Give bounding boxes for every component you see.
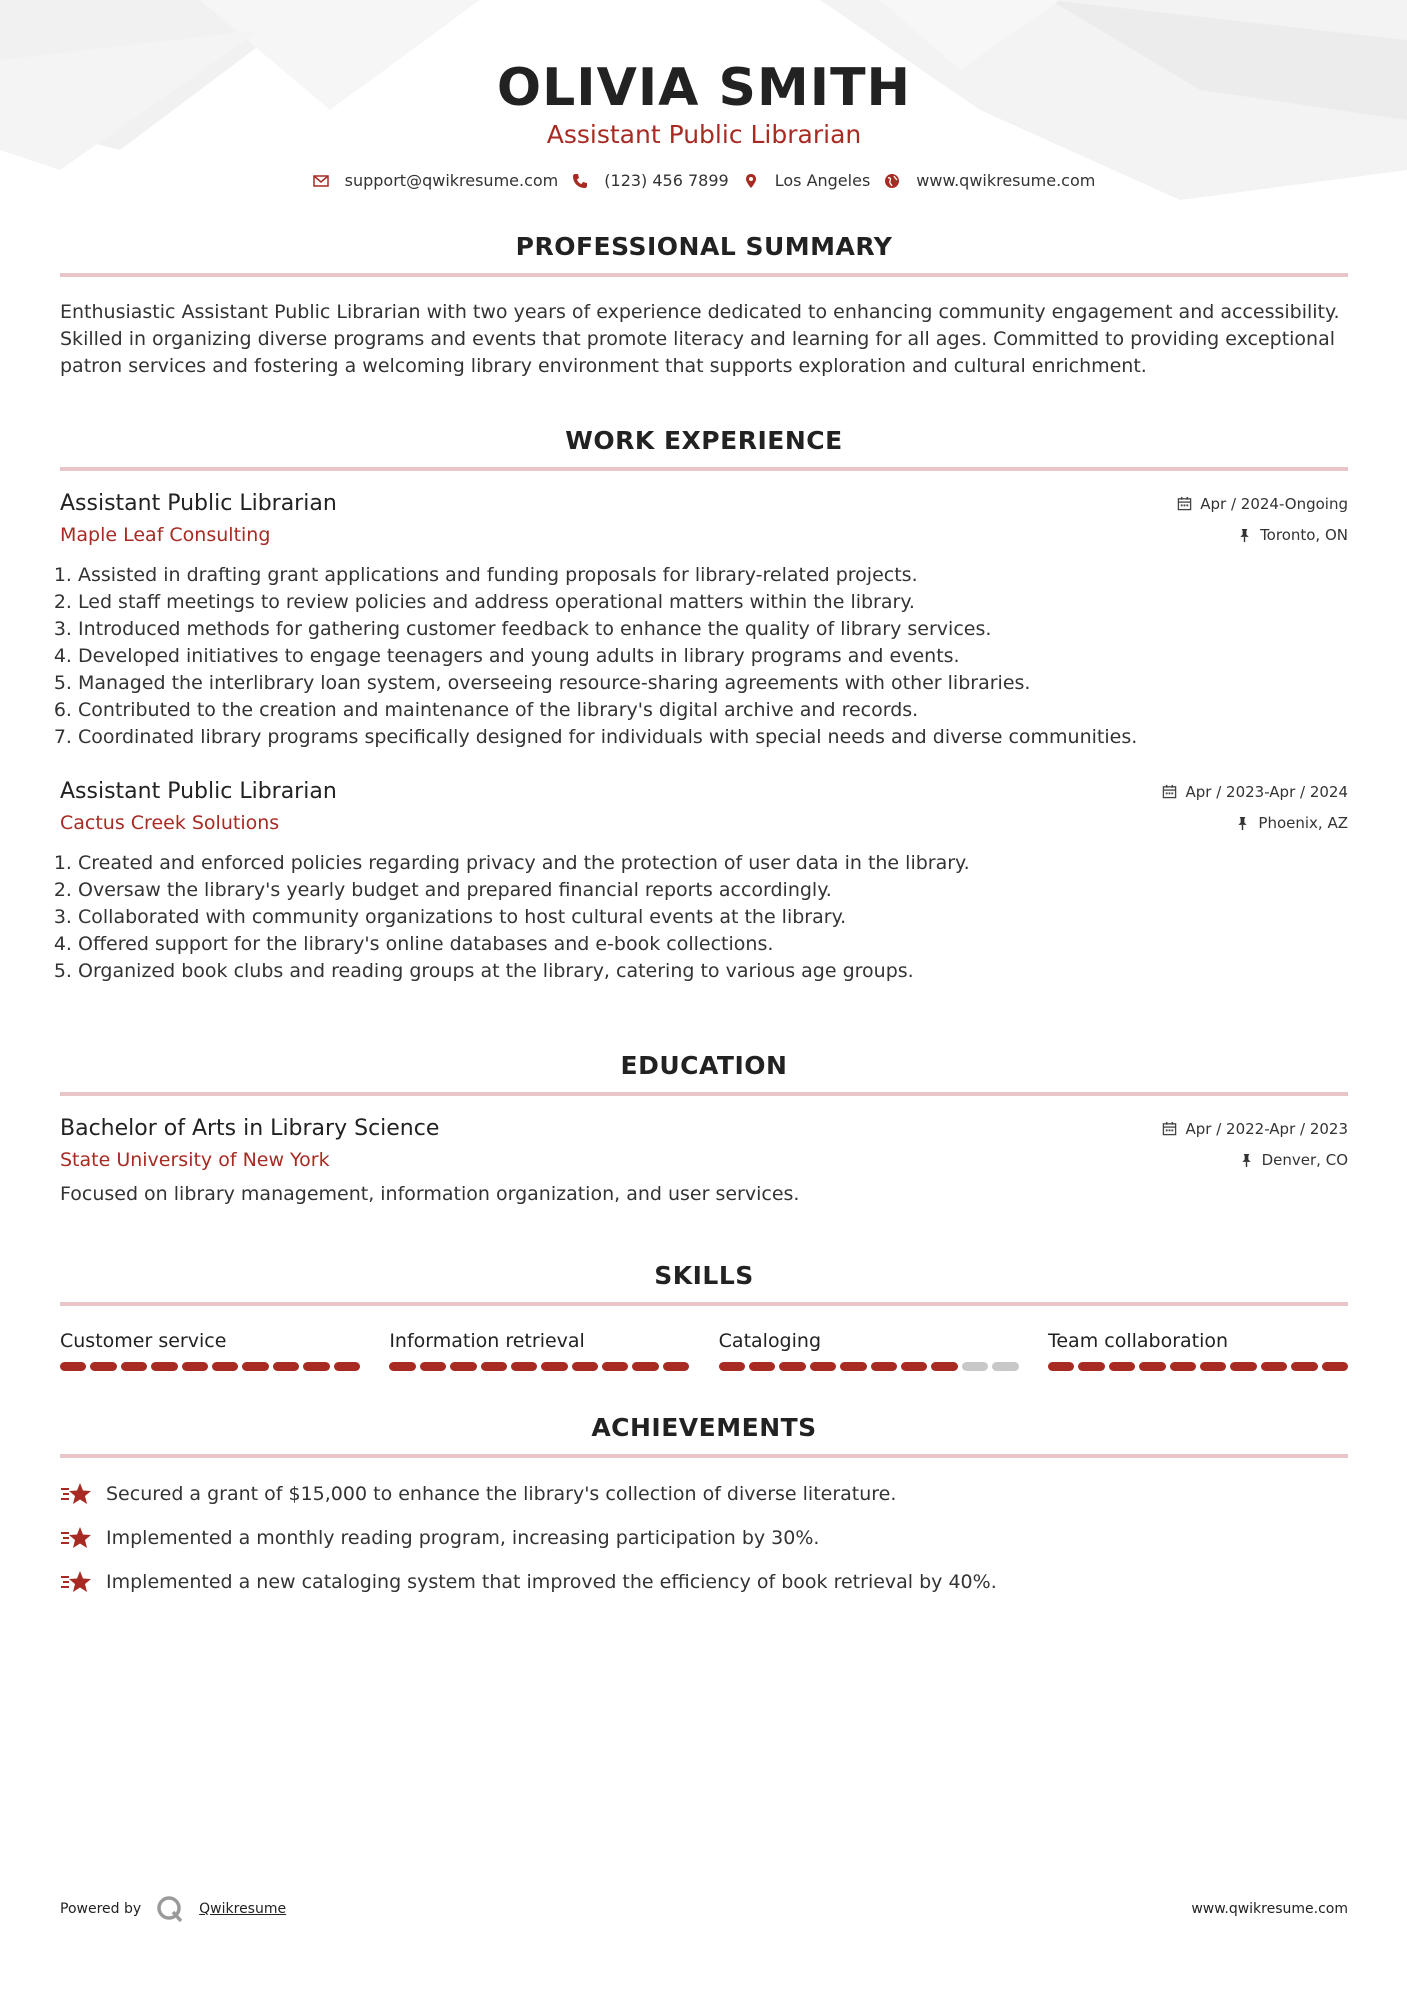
powered-by-label: Powered by: [60, 1901, 142, 1917]
summary-text: Enthusiastic Assistant Public Librarian with two years of experience dedicated to enhancing community engagement and accessibility. Skilled in organizing diverse programs and events that promote literacy and learning for all ages. Committed to providing exceptional patron services and fostering a welcoming library environment that supports exploration and cultural enrichment.: [60, 301, 1340, 377]
list-item: 5. Managed the interlibrary loan system, overseeing resource-sharing agreements with other libraries.: [78, 670, 1348, 697]
phone-text: (123) 456 7899: [604, 171, 729, 190]
phone-icon: [572, 173, 588, 189]
skill-rating: [719, 1362, 1019, 1371]
qwikresume-logo-icon: [155, 1894, 185, 1924]
job-location: [1235, 814, 1348, 832]
location-text: Los Angeles: [774, 171, 871, 190]
skill-segment-filled: [151, 1362, 177, 1371]
skill-segment-filled: [420, 1362, 446, 1371]
achievement-text: Secured a grant of $15,000 to enhance the library's collection of diverse literature.: [106, 1483, 897, 1505]
job-dates-text: Apr / 2024-Ongoing: [1200, 494, 1348, 513]
education-location: [1239, 1151, 1348, 1169]
skill-rating: [60, 1362, 360, 1371]
skill-segment-filled: [121, 1362, 147, 1371]
calendar-icon: [1177, 496, 1192, 511]
skill-segment-filled: [719, 1362, 745, 1371]
job-bullets: [60, 850, 1348, 985]
section-divider: [60, 1454, 1348, 1458]
contact-phone[interactable]: [572, 171, 728, 190]
skill-segment-filled: [1109, 1362, 1135, 1371]
education-dates-text: Apr / 2022-Apr / 2023: [1185, 1119, 1348, 1138]
list-item: 2. Oversaw the library's yearly budget and prepared financial reports accordingly.: [78, 877, 1348, 904]
education-description: Focused on library management, information organization, and user services.: [60, 1183, 800, 1205]
job-dates-text: Apr / 2023-Apr / 2024: [1185, 782, 1348, 801]
resume-header: [60, 0, 1348, 190]
contact-email[interactable]: [313, 171, 559, 190]
section-divider: [60, 1092, 1348, 1096]
skill-name: Customer service: [60, 1330, 227, 1352]
achievement-item: [60, 1560, 1348, 1604]
section-divider: [60, 273, 1348, 277]
skill-name: Information retrieval: [389, 1330, 585, 1352]
skill-segment-filled: [242, 1362, 268, 1371]
skill-segment-filled: [334, 1362, 360, 1371]
summary-section: [60, 232, 1348, 380]
achievements-section: [60, 1413, 1348, 1604]
job-bullets: [60, 562, 1348, 751]
globe-icon: [884, 173, 900, 189]
skill-rating: [1048, 1362, 1348, 1371]
section-divider: [60, 467, 1348, 471]
skills-section: [60, 1261, 1348, 1371]
skills-list: [60, 1330, 1348, 1371]
skill-segment-filled: [389, 1362, 415, 1371]
list-item: 3. Introduced methods for gathering customer feedback to enhance the quality of library services.: [78, 616, 1348, 643]
contact-website[interactable]: [884, 171, 1095, 190]
job-dates: [1177, 495, 1348, 513]
section-divider: [60, 1302, 1348, 1306]
list-item: 4. Offered support for the library's online databases and e-book collections.: [78, 931, 1348, 958]
education-section: [60, 1051, 1348, 1205]
job-location: [1237, 526, 1348, 544]
education-entry: [60, 1116, 1348, 1205]
skill-segment-filled: [1048, 1362, 1074, 1371]
job-title: Assistant Public Librarian: [60, 779, 337, 804]
job-dates: [1162, 783, 1348, 801]
job-entry: [60, 779, 1348, 985]
skill-item: [60, 1330, 360, 1371]
skill-rating: [389, 1362, 689, 1371]
experience-section: [60, 426, 1348, 985]
skill-item: [1048, 1330, 1348, 1371]
email-text: support@qwikresume.com: [344, 171, 559, 190]
contact-bar: [60, 171, 1348, 190]
pushpin-icon: [1235, 816, 1250, 831]
list-item: 1. Created and enforced policies regarding privacy and the protection of user data in the library.: [78, 850, 1348, 877]
skill-segment-filled: [572, 1362, 598, 1371]
job-entry: [60, 491, 1348, 751]
calendar-icon: [1162, 784, 1177, 799]
education-location-text: Denver, CO: [1261, 1151, 1348, 1169]
list-item: 5. Organized book clubs and reading groups at the library, catering to various age groups.: [78, 958, 1348, 985]
skill-name: Cataloging: [718, 1330, 822, 1352]
school-name: State University of New York: [60, 1149, 330, 1171]
achievement-text: Implemented a monthly reading program, increasing participation by 30%.: [106, 1527, 820, 1549]
list-item: 3. Collaborated with community organizations to host cultural events at the library.: [78, 904, 1348, 931]
skill-segment-filled: [1170, 1362, 1196, 1371]
skill-segment-filled: [1078, 1362, 1104, 1371]
shooting-star-icon: [60, 1480, 92, 1508]
summary-heading: PROFESSIONAL SUMMARY: [515, 232, 893, 261]
skill-segment-empty: [962, 1362, 988, 1371]
experience-heading: WORK EXPERIENCE: [565, 426, 843, 455]
skills-heading: SKILLS: [654, 1261, 754, 1290]
skill-segment-filled: [749, 1362, 775, 1371]
shooting-star-icon: [60, 1524, 92, 1552]
skill-segment-filled: [663, 1362, 689, 1371]
list-item: 2. Led staff meetings to review policies and address operational matters within the library.: [78, 589, 1348, 616]
pushpin-icon: [1239, 1153, 1254, 1168]
skill-segment-empty: [992, 1362, 1018, 1371]
skill-segment-filled: [1230, 1362, 1256, 1371]
contact-location: [743, 171, 871, 190]
job-company: Maple Leaf Consulting: [60, 524, 271, 546]
achievements-heading: ACHIEVEMENTS: [591, 1413, 817, 1442]
job-location-text: Phoenix, AZ: [1258, 814, 1348, 832]
list-item: 7. Coordinated library programs specifically designed for individuals with special needs and diverse communities.: [78, 724, 1348, 751]
candidate-name: OLIVIA SMITH: [496, 58, 912, 118]
job-company: Cactus Creek Solutions: [60, 812, 280, 834]
skill-segment-filled: [511, 1362, 537, 1371]
list-item: 6. Contributed to the creation and maintenance of the library's digital archive and records.: [78, 697, 1348, 724]
skill-segment-filled: [182, 1362, 208, 1371]
website-text: www.qwikresume.com: [916, 171, 1096, 190]
skill-segment-filled: [901, 1362, 927, 1371]
shooting-star-icon: [60, 1568, 92, 1596]
skill-segment-filled: [60, 1362, 86, 1371]
skill-segment-filled: [840, 1362, 866, 1371]
skill-segment-filled: [303, 1362, 329, 1371]
skill-segment-filled: [1139, 1362, 1165, 1371]
skill-segment-filled: [541, 1362, 567, 1371]
powered-by: [60, 1894, 286, 1924]
page-footer: [60, 1894, 1348, 1924]
candidate-title: Assistant Public Librarian: [546, 120, 862, 149]
skill-segment-filled: [1200, 1362, 1226, 1371]
skill-segment-filled: [871, 1362, 897, 1371]
pushpin-icon: [1237, 528, 1252, 543]
degree-title: Bachelor of Arts in Library Science: [60, 1116, 440, 1141]
skill-segment-filled: [1322, 1362, 1348, 1371]
skill-segment-filled: [450, 1362, 476, 1371]
achievements-list: [60, 1472, 1348, 1604]
skill-segment-filled: [931, 1362, 957, 1371]
skill-segment-filled: [602, 1362, 628, 1371]
map-pin-icon: [743, 173, 759, 189]
skill-segment-filled: [1291, 1362, 1317, 1371]
skill-name: Team collaboration: [1047, 1330, 1229, 1352]
footer-website[interactable]: www.qwikresume.com: [1191, 1901, 1348, 1917]
skill-item: [389, 1330, 689, 1371]
skill-segment-filled: [212, 1362, 238, 1371]
achievement-item: [60, 1472, 1348, 1516]
skill-segment-filled: [481, 1362, 507, 1371]
achievement-item: [60, 1516, 1348, 1560]
skill-item: [719, 1330, 1019, 1371]
envelope-icon: [313, 173, 329, 189]
skill-segment-filled: [273, 1362, 299, 1371]
list-item: 4. Developed initiatives to engage teenagers and young adults in library programs and events.: [78, 643, 1348, 670]
education-heading: EDUCATION: [620, 1051, 788, 1080]
resume-page: [60, 0, 1348, 1604]
job-title: Assistant Public Librarian: [60, 491, 337, 516]
qwikresume-link[interactable]: Qwikresume: [199, 1901, 287, 1917]
skill-segment-filled: [779, 1362, 805, 1371]
job-location-text: Toronto, ON: [1260, 526, 1348, 544]
skill-segment-filled: [632, 1362, 658, 1371]
skill-segment-filled: [90, 1362, 116, 1371]
list-item: 1. Assisted in drafting grant applications and funding proposals for library-related projects.: [78, 562, 1348, 589]
calendar-icon: [1162, 1121, 1177, 1136]
education-dates: [1162, 1120, 1348, 1138]
skill-segment-filled: [1261, 1362, 1287, 1371]
skill-segment-filled: [810, 1362, 836, 1371]
achievement-text: Implemented a new cataloging system that improved the efficiency of book retrieval by 40%.: [106, 1571, 997, 1593]
